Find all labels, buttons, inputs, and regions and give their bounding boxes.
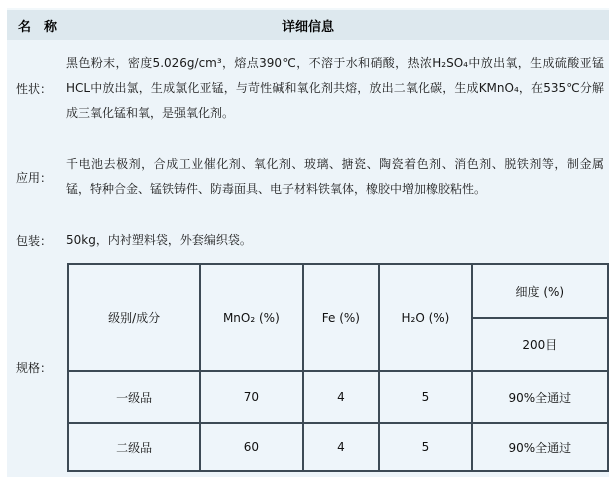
cell-h2o: 5 — [379, 423, 471, 471]
specs-table-wrap — [66, 263, 609, 472]
cell-mno2: 60 — [200, 423, 302, 471]
cell-grade: 二级品 — [68, 423, 200, 471]
header-cell-grade: 级别/成分 — [68, 264, 200, 371]
header-band — [7, 8, 609, 40]
application-text: 千电池去极剂，合成工业催化剂、氧化剂、玻璃、搪瓷、陶瓷着色剂、消色剂、脱铁剂等，制金属锰，特种合金、锰铁铸件、防毒面具、电子材料铁氧体，橡胶中增加橡胶粘性。 — [66, 157, 604, 196]
table-header-row — [68, 264, 608, 318]
cell-fineness: 90%全通过 — [472, 423, 608, 471]
section-application — [7, 152, 609, 202]
cell-grade: 一级品 — [68, 371, 200, 423]
header-cell-fe: Fe (%) — [303, 264, 380, 371]
section-properties — [7, 51, 609, 126]
packaging-text: 50kg，内衬塑料袋，外套编织袋。 — [66, 233, 252, 247]
cell-fe: 4 — [303, 371, 380, 423]
application-label: 应用： — [16, 170, 53, 185]
detail-panel — [7, 8, 609, 477]
properties-label: 性状： — [16, 82, 53, 96]
name-column-header: 名 称 — [18, 19, 58, 35]
header-cell-mno2: MnO₂ (%) — [200, 264, 302, 371]
cell-fineness: 90%全通过 — [472, 371, 608, 423]
packaging-label: 包装： — [16, 234, 53, 248]
section-specifications — [7, 263, 609, 472]
header-cell-mesh: 200目 — [472, 318, 608, 371]
table-row — [68, 423, 608, 471]
specs-label: 规格： — [16, 361, 53, 375]
detail-column-header: 详细信息 — [281, 19, 335, 35]
table-row — [68, 371, 608, 423]
header-cell-fineness: 细度 (%) — [472, 264, 608, 318]
cell-h2o: 5 — [379, 371, 471, 423]
cell-fe: 4 — [303, 423, 380, 471]
header-cell-h2o: H₂O (%) — [379, 264, 471, 371]
specs-table — [67, 263, 609, 472]
properties-text: 黑色粉末，密度5.026g/cm³，熔点390℃，不溶于水和硝酸，热浓H₂SO₄中放出氧，生成硫酸亚锰HCL中放出氯，生成氯化亚锰，与苛性碱和氧化剂共熔，放出二氧化碳，生成KMnO₄，在535℃分解成三氧化锰和氧，是强氧化剂。 — [66, 56, 604, 120]
cell-mno2: 70 — [200, 371, 302, 423]
section-packaging — [7, 228, 609, 253]
